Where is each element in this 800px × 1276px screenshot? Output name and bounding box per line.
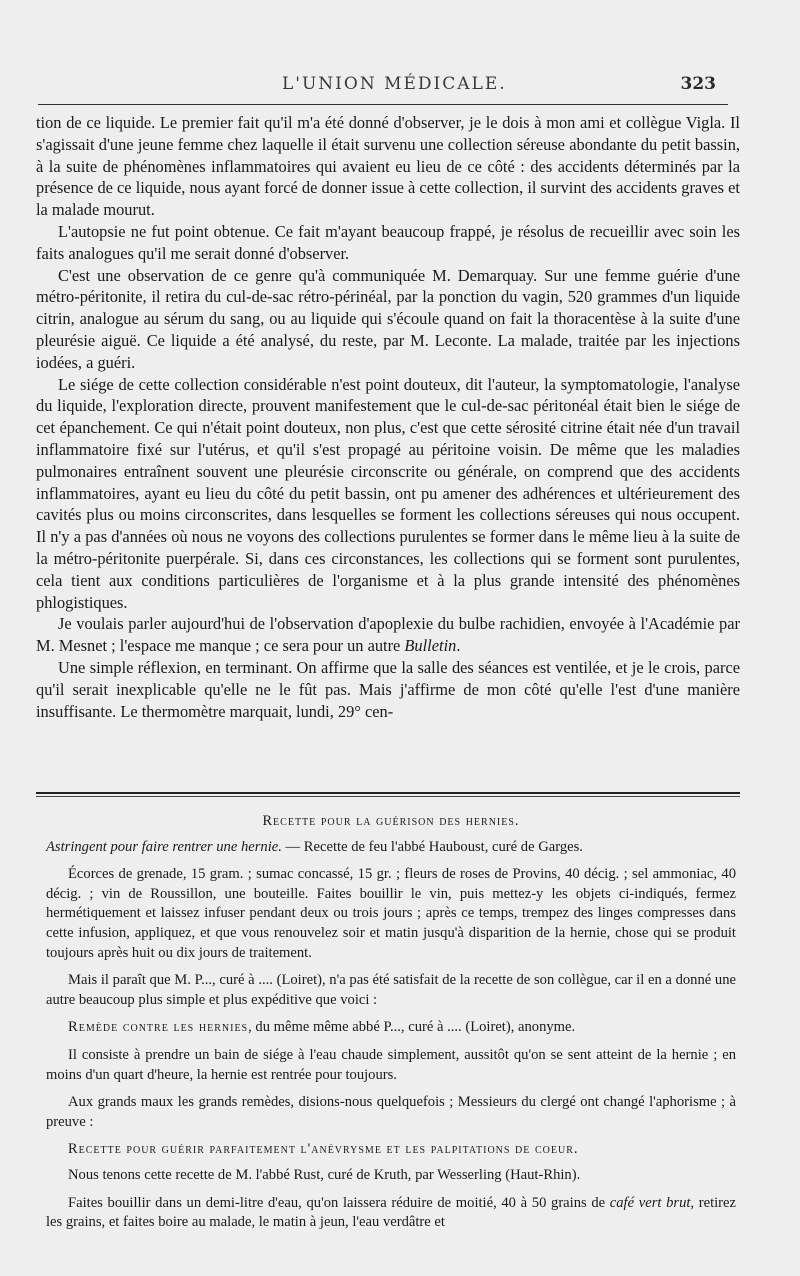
article-paragraph: C'est une observation de ce genre qu'à communiquée M. Demarquay. Sur une femme guérie d'une métro-péritonite, il retira du cul-de-sac rétro-périnéal, par la ponction du vagin, 520 grammes d'un liquide citrin, analogue au sérum du sang, ou au liquide qui s'écoule quand on fait la thoracentèse à la suite d'une pleurésie aiguë. Ce liquide a été analysé, du reste, par M. Leconte. La malade, traitée par les injections iodées, a guéri.	[36, 265, 740, 372]
recipe-subtitle-text: — Recette de feu l'abbé Hauboust, curé de Garges.	[281, 838, 583, 855]
recipe-italic: café vert brut	[609, 1194, 691, 1211]
recipe-heading: Recette pour guérir parfaitement l'anévrysme et les palpitations de coeur.	[68, 1141, 579, 1158]
recipe-paragraph: Il consiste à prendre un bain de siége à l'eau chaude simplement, aussitôt qu'on se sent atteint de la hernie ; en moins d'un quart d'heure, la hernie est rentrée pour toujours.	[46, 1046, 736, 1083]
article-paragraph: Une simple réflexion, en terminant. On affirme que la salle des séances est ventilée, et je le crois, parce qu'il serait inexplicable qu'elle ne le fût pas. Mais j'affirme de mon côté qu'elle l'est d'une manière insuffisante. Le thermomètre marquait, lundi, 29° cen-	[36, 657, 740, 721]
recipe-text: , retirez les grains, et faites boire au malade, le matin à jeun, l'eau verdâtre et	[46, 1194, 736, 1231]
recipe-paragraph: Nous tenons cette recette de M. l'abbé Rust, curé de Kruth, par Wesserling (Haut-Rhin).	[68, 1166, 581, 1183]
article-paragraph: Le siége de cette collection considérable n'est point douteux, dit l'auteur, la symptomatologie, l'analyse du liquide, l'exploration directe, prouvent manifestement que le cul-de-sac péritonéal était bien le siége de cet épanchement. Ce qui n'était point douteux, non plus, c'est que cette sérosité citrine était née d'un travail inflammatoire fixé sur l'utérus, et qu'il s'est propagé au péritoine voisin. De même que les maladies pulmonaires entraînent souvent une pleurésie circonscrite ou générale, on comprend que des accidents inflammatoires, ayant eu lieu du côté du petit bassin, ont pu amener des adhérences et ultérieurement des cavités plus ou moins circonscrites, dans lesquelles se forment les collections séreuses qui nous occupent. Il n'y a pas d'années où nous ne voyons des collections purulentes se former dans le même lieu à la suite de la métro-péritonite puerpérale. Si, dans ces circonstances, les collections qui se forment sont purulentes, cela tient aux conditions particulières de l'organisme et à la plus grande intensité des phénomènes phlogistiques.	[36, 374, 740, 612]
recipe-heading: Recette pour la guérison des hernies.	[262, 813, 520, 829]
recipe-paragraph: Aux grands maux les grands remèdes, disions-nous quelquefois ; Messieurs du clergé ont changé l'aphorisme ; à preuve :	[46, 1094, 736, 1130]
remedy-heading-caps: Remède contre les hernies	[68, 1019, 249, 1036]
page-number: 323	[680, 74, 716, 94]
recipe-subtitle-italic: Astringent pour faire rentrer une hernie.	[46, 838, 282, 855]
recipe-paragraph: Mais il paraît que M. P..., curé à .... (Loiret), n'a pas été satisfait de la recette de son collègue, car il en a donné une autre beaucoup plus simple et plus expéditive que voici :	[46, 972, 736, 1008]
remedy-heading-text: , du même même abbé P..., curé à .... (Loiret), anonyme.	[248, 1019, 576, 1036]
remedy-heading	[46, 1018, 736, 1038]
recipe-paragraph	[46, 1194, 736, 1233]
page-header	[0, 74, 800, 100]
recipe-text: Faites bouillir dans un demi-litre d'eau, qu'on laissera réduire de moitié, 40 à 50 grains de	[68, 1194, 610, 1211]
italic-word: Bulletin	[404, 636, 457, 656]
recipe-subtitle	[46, 838, 736, 858]
article-body	[36, 112, 740, 722]
header-rule	[38, 104, 728, 105]
remedies-section	[46, 812, 736, 1233]
article-paragraph: Je voulais parler aujourd'hui de l'observation d'apoplexie du bulbe rachidien, envoyée à l'Académie par M. Mesnet ; l'espace me manque ; ce sera pour un autre Bulletin.	[36, 614, 740, 656]
running-title: L'UNION MÉDICALE.	[282, 74, 507, 94]
article-paragraph: tion de ce liquide. Le premier fait qu'il m'a été donné d'observer, je le dois à mon ami et collègue Vigla. Il s'agissait d'une jeune femme chez laquelle il était survenu une collection séreuse abondante du petit bassin, à la suite de phénomènes inflammatoires qui avaient eu lieu de ce côté : des accidents déterminés par la présence de ce liquide, nous ayant forcé de donner issue à cette collection, il survint des accidents graves et la malade mourut.	[36, 113, 740, 220]
article-paragraph: L'autopsie ne fut point obtenue. Ce fait m'ayant beaucoup frappé, je résolus de recueillir avec soin les faits analogues qu'il me serait donné d'observer.	[36, 221, 740, 263]
recipe-paragraph: Écorces de grenade, 15 gram. ; sumac concassé, 15 gr. ; fleurs de roses de Provins, 40 décig. ; sel ammoniac, 40 décig. ; vin de Roussillon, une bouteille. Faites bouillir le vin, puis mettez-y les objets ci-indiqués, fermez hermétiquement et laissez infuser pendant deux ou trois jours ; après ce temps, trempez des linges compresses dans cette infusion, appliquez, et que vous renouvelez soir et matin jusqu'à disparition de la hernie, chose qui se produit toujours après huit ou dix jours de traitement.	[46, 866, 736, 961]
section-divider	[36, 792, 740, 797]
